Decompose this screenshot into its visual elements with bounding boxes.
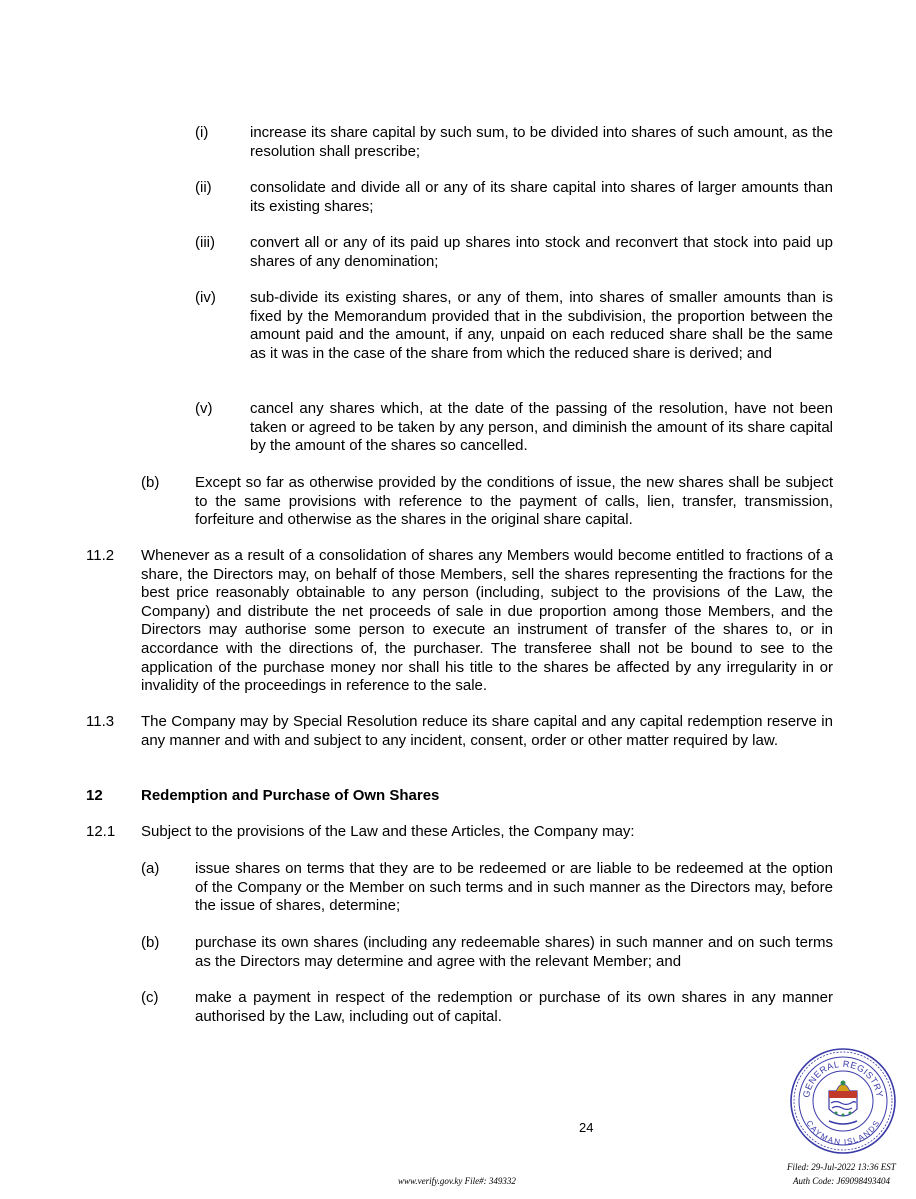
clause-text: sub-divide its existing shares, or any of them, into shares of smaller amounts than is fixed by the Memorandum provided that in the subdivision, the proportion between the amount paid and the amount, if any, unpaid on each reduced share shall be the same as it was in the case of the share from which the reduced share is derived; and	[250, 289, 833, 362]
clause-number: (i)	[195, 124, 209, 141]
clause-text: Whenever as a result of a consolidation of shares any Members would become entitled to fractions of a share, the Directors may, on behalf of those Members, sell the shares representing the fractions for the best price reasonably obtainable to any person (including, subject to the provisions of the Law, the Company) and distribute the net proceeds of sale in due proportion among those Members, and the Directors may authorise some person to execute an instrument of transfer of the shares to, or in accordance with the directions of, the purchaser. The transferee shall not be bound to see to the application of the purchase money nor shall his title to the shares be affected by any irregularity in or invalidity of the proceedings in reference to the sale.	[141, 547, 833, 695]
clause-number: (iii)	[195, 234, 215, 251]
clause-text: convert all or any of its paid up shares into stock and reconvert that stock into paid up shares of any denomination;	[250, 234, 833, 270]
section-number: 12	[86, 787, 103, 804]
clause-number: 11.3	[86, 713, 115, 730]
clause-number: (v)	[195, 400, 213, 417]
footer-filed: Filed: 29-Jul-2022 13:36 EST	[787, 1162, 896, 1172]
clause-number: (a)	[141, 860, 160, 877]
clause-text: cancel any shares which, at the date of the passing of the resolution, have not been taken or agreed to be taken by any person, and diminish the amount of its share capital by the amount of the shares so cancelled.	[250, 400, 833, 455]
svg-text:CAYMAN ISLANDS	[804, 1119, 881, 1147]
footer-auth-code: Auth Code: J69098493404	[793, 1176, 890, 1186]
clause-text: issue shares on terms that they are to be redeemed or are liable to be redeemed at the option of the Company or the Member on such terms and in such manner as the Directors may, before the issue of shares, determine;	[195, 860, 833, 915]
clause-text: increase its share capital by such sum, to be divided into shares of such amount, as the resolution shall prescribe;	[250, 124, 833, 160]
clause-number: 11.2	[86, 547, 115, 564]
clause-text: The Company may by Special Resolution reduce its share capital and any capital redemption reserve in any manner and with and subject to any incident, consent, order or other matter required by law.	[141, 713, 833, 749]
clause-text: Except so far as otherwise provided by the conditions of issue, the new shares shall be subject to the same provisions with reference to the payment of calls, lien, transfer, transmission, forfeiture and otherwise as the shares in the original share capital.	[195, 474, 833, 529]
seal-bottom-text: CAYMAN ISLANDS	[804, 1118, 882, 1147]
clause-text: consolidate and divide all or any of its share capital into shares of larger amounts than its existing shares;	[250, 179, 833, 215]
page-number: 24	[579, 1120, 594, 1135]
clause-text: purchase its own shares (including any redeemable shares) in such manner and on such terms as the Directors may determine and agree with the relevant Member; and	[195, 934, 833, 970]
general-registry-seal-icon	[789, 1047, 897, 1155]
footer-verify: www.verify.gov.ky File#: 349332	[398, 1176, 516, 1186]
clause-number: (ii)	[195, 179, 212, 196]
clause-number: (iv)	[195, 289, 216, 306]
clause-number: (b)	[141, 934, 160, 951]
clause-number: (b)	[141, 474, 160, 491]
clause-number: (c)	[141, 989, 159, 1006]
clause-number: 12.1	[86, 823, 116, 840]
seal-top-text: GENERAL REGISTRY	[801, 1058, 885, 1099]
clause-text: Subject to the provisions of the Law and these Articles, the Company may:	[141, 823, 635, 840]
clause-text: make a payment in respect of the redemption or purchase of its own shares in any manner authorised by the Law, including out of capital.	[195, 989, 833, 1025]
section-title: Redemption and Purchase of Own Shares	[141, 787, 440, 804]
